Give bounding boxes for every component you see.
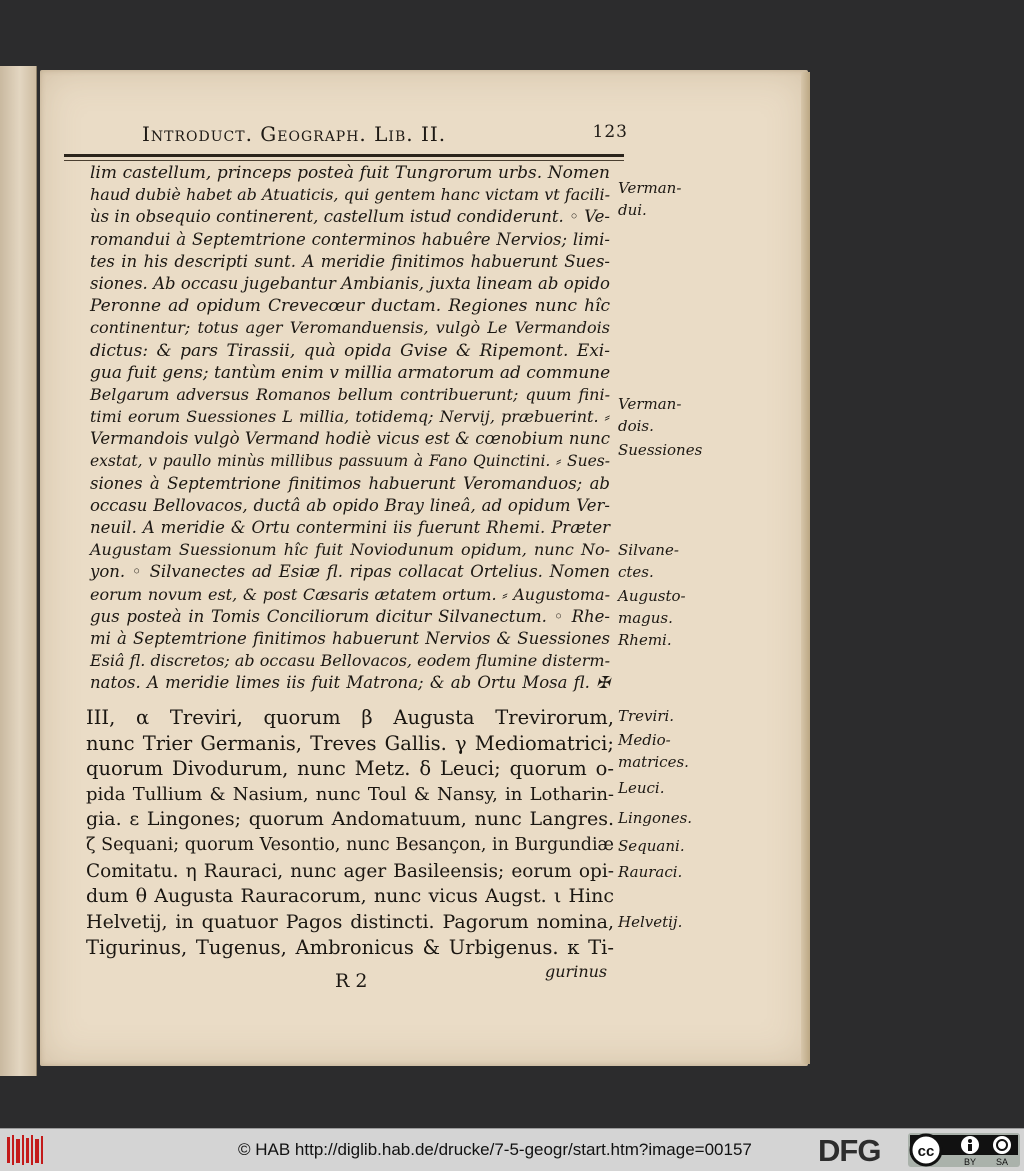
header-rule-thin [64,160,624,161]
previous-page-edge [0,66,37,1076]
text-line: romandui à Septemtrione conterminos habuêre Nervios; limi- [90,229,610,249]
margin-note: dui. [618,201,647,219]
text-line: continentur; totus ager Veromanduensis, vulgò Le Vermandois [90,318,610,338]
text-line: lim castellum, princeps posteà fuit Tungrorum urbs. Nomen [90,163,610,183]
text-line: gua fuit gens; tantùm enim v millia armatorum ad commune [90,362,611,383]
license-by-label: BY [963,1157,977,1167]
text-line: ζ Sequani; quorum Vesontio, nunc Besançon, in Burgundiæ [86,834,614,855]
text-line: quorum Divodurum, nunc Metz. δ Leuci; quorum o- [86,757,614,781]
header-rule [64,154,624,157]
text-line: Helvetij, in quatuor Pagos distincti. Pagorum nomina, [86,910,614,933]
library-logo-icon [6,1133,44,1167]
catchword: gurinus [545,962,608,981]
text-line: natos. A meridie limes iis fuit Matrona; & ab Ortu Mosa fl. ✠ [90,673,610,693]
text-line: timi eorum Suessiones L millia, totidemq; Nervij, præbuerint. ⸗ [90,407,610,427]
text-line: III, α Treviri, quorum β Augusta Trevirorum, [86,706,614,729]
svg-text:cc: cc [917,1143,935,1160]
text-line: mi à Septemtrione finitimos habuerunt Nervios & Suessiones [90,628,610,648]
text-line: yon. ◦ Silvanectes ad Esiæ fl. ripas collacat Ortelius. Nomen [90,562,610,582]
margin-note: Helvetij. [618,913,683,931]
text-line: Comitatu. η Rauraci, nunc ager Basileensis; eorum opi- [86,860,614,882]
text-line: tes in his descripti sunt. A meridie finitimos habuerunt Sues- [90,251,610,271]
margin-note: Treviri. [618,707,675,725]
text-line: haud dubiè habet ab Atuaticis, qui gentem hanc victam vt facili- [90,185,610,205]
margin-note: magus. [618,609,673,627]
text-line: gus posteà in Tomis Conciliorum dicitur Silvanectum. ◦ Rhe- [90,606,610,626]
margin-note: Silvane- [618,541,679,559]
text-line: Tigurinus, Tugenus, Ambronicus & Urbigenus. κ Ti- [86,936,614,960]
text-line: Belgarum adversus Romanos bellum contribuerunt; quum fini- [90,384,610,404]
text-line: occasu Bellovacos, ductâ ab opido Bray lineâ, ad opidum Ver- [90,495,610,515]
text-line: Esiâ fl. discretos; ab occasu Bellovacos, eodem flumine disterm- [90,651,610,671]
margin-note: Leuci. [618,779,665,797]
margin-note: ctes. [618,563,654,581]
margin-note: matrices. [618,753,689,771]
text-line: pida Tullium & Nasium, nunc Toul & Nansy, in Lotharin- [86,783,614,805]
margin-note: Sequani. [618,837,685,855]
dfg-logo: DFG [818,1133,881,1168]
text-line: Augustam Suessionum hîc fuit Noviodunum opidum, nunc No- [90,540,610,560]
margin-note: Rauraci. [618,863,683,881]
margin-note: Verman- [618,179,682,197]
text-line: gia. ε Lingones; quorum Andomatuum, nunc Langres. [86,808,614,831]
cc-by-sa-license-icon[interactable] [908,1133,1020,1167]
text-line: eorum novum est, & post Cæsaris ætatem ortum. ⸗ Augustoma- [90,584,610,604]
body-text-large [86,705,614,961]
margin-note: Augusto- [618,587,686,605]
margin-note: Medio- [618,731,671,749]
text-line: Vermandois vulgò Vermand hodiè vicus est & cœnobium nunc [90,429,610,449]
text-line: ùs in obsequio continerent, castellum istud condiderunt. ◦ Ve- [90,207,610,227]
text-line: exstat, v paullo minùs millibus passuum à Fano Quinctini. ⸗ Sues- [90,452,610,471]
license-sa-label: SA [995,1157,1009,1167]
running-title: Introduct. Geograph. Lib. II. [142,122,447,146]
running-header [100,118,628,152]
margin-note: Verman- [618,395,682,413]
body-text-small [90,162,610,695]
text-line: dum θ Augusta Rauracorum, nunc vicus Augst. ι Hinc [86,885,614,908]
margin-note: dois. [618,417,654,435]
footer-bar [0,1128,1024,1171]
text-line: Peronne ad opidum Crevecœur ductam. Regiones nunc hîc [90,296,610,317]
text-line: neuil. A meridie & Ortu contermini iis fuerunt Rhemi. Præter [90,518,610,537]
text-line: nunc Trier Germanis, Treves Gallis. γ Mediomatrici; [86,731,614,755]
signature-mark: R 2 [335,970,368,992]
text-line: dictus: & pars Tirassii, quà opida Gvise & Ripemont. Exi- [90,340,610,361]
copyright-url[interactable]: © HAB http://diglib.hab.de/drucke/7-5-geogr/start.htm?image=00157 [238,1140,752,1159]
text-line: siones à Septemtrione finitimos habuerunt Veromanduos; ab [90,473,610,493]
margin-note: Rhemi. [618,631,672,649]
page-number: 123 [592,122,628,142]
margin-note: Lingones. [618,809,693,827]
margin-note: Suessiones [618,441,703,459]
text-line: siones. Ab occasu jugebantur Ambianis, juxta lineam ab opido [90,273,610,293]
page-edge [801,72,810,1064]
